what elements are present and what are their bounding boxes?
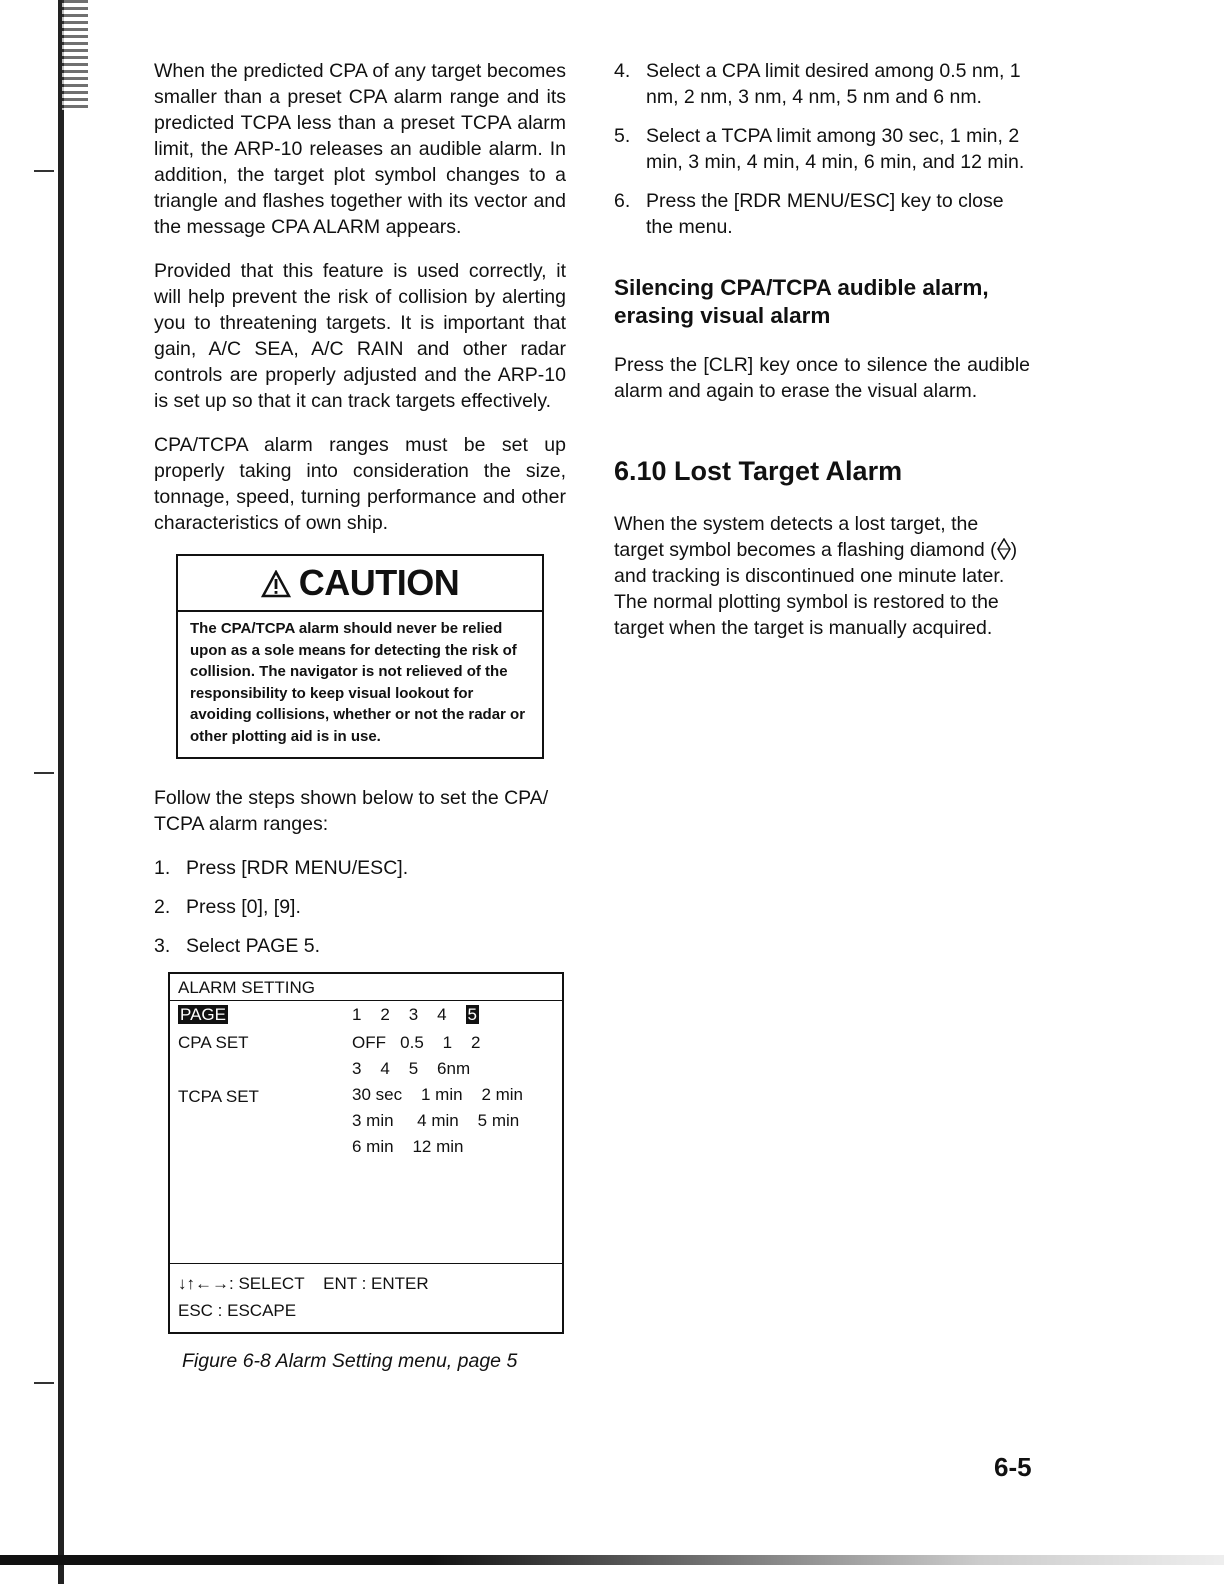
paragraph-lost-target: When the system detects a lost target, the target symbol becomes a flashing diamond ( ) and tracking is discontinued one minute later. The normal plotting symbol is restored to the target when the target is manually acquired. — [614, 513, 1018, 639]
caution-box — [176, 554, 544, 759]
step-item: 6. Press the [RDR MENU/ESC] key to close the menu. — [614, 190, 1004, 238]
diamond-icon — [997, 538, 1011, 560]
binding-texture — [62, 0, 88, 110]
edge-mark — [34, 170, 54, 172]
paragraph-silencing: Press the [CLR] key once to silence the audible alarm and again to erase the visual alarm. — [614, 354, 1030, 402]
page-option-selected: 5 — [467, 1005, 477, 1024]
paragraph-feature-use: Provided that this feature is used correctly, it will help prevent the risk of collision by alerting you to threatening targets. It is important that gain, A/C SEA, A/C RAIN and other radar controls are properly adjusted and the ARP-10 is set up so that it can track targets effectively. — [154, 260, 566, 412]
page-option: 1 — [352, 1005, 362, 1024]
tcpa-options-line2: 3 min 4 min 5 min — [352, 1111, 520, 1130]
subheading-silencing: Silencing CPA/TCPA audible alarm, erasing visual alarm — [614, 275, 989, 328]
cpa-options-line2: 3 4 5 6nm — [352, 1059, 471, 1078]
step-item: 4. Select a CPA limit desired among 0.5 nm, 1 nm, 2 nm, 3 nm, 4 nm, 5 nm and 6 nm. — [614, 60, 1021, 108]
cpa-options-line1: OFF 0.5 1 2 — [352, 1033, 481, 1052]
caution-title: CAUTION — [298, 562, 460, 603]
right-column — [614, 58, 1030, 659]
step-item: 3. Select PAGE 5. — [154, 935, 321, 957]
step-item: 2. Press [0], [9]. — [154, 896, 301, 918]
page-option: 2 — [380, 1005, 390, 1024]
tcpa-options-line3: 6 min 12 min — [352, 1137, 464, 1156]
steps-intro: Follow the steps shown below to set the CPA/ TCPA alarm ranges: — [154, 787, 549, 835]
menu-page-label: PAGE — [180, 1005, 226, 1024]
menu-footer — [170, 1264, 562, 1332]
menu-page-selector — [352, 1005, 479, 1025]
figure-caption: Figure 6-8 Alarm Setting menu, page 5 — [182, 1350, 518, 1372]
steps-list-right — [614, 58, 1030, 240]
menu-title: ALARM SETTING — [170, 974, 562, 1001]
tcpa-options-line1: 30 sec 1 min 2 min — [352, 1085, 524, 1104]
binding-edge — [58, 0, 64, 1584]
alarm-setting-menu-figure — [168, 972, 564, 1334]
edge-mark — [34, 772, 54, 774]
page-option: 4 — [437, 1005, 447, 1024]
page-number: 6-5 — [994, 1452, 1032, 1482]
bottom-rule — [0, 1555, 1224, 1565]
page-option: 3 — [408, 1005, 419, 1024]
caution-header — [178, 556, 542, 612]
tcpa-set-label: TCPA SET — [178, 1087, 259, 1106]
section-heading-lost-target: 6.10 Lost Target Alarm — [614, 456, 903, 486]
menu-footer-escape: ESC : ESCAPE — [178, 1301, 297, 1320]
cpa-set-label: CPA SET — [178, 1033, 249, 1052]
menu-body — [170, 1001, 562, 1264]
caution-text: The CPA/TCPA alarm should never be relied upon as a sole means for detecting the risk of collision. The navigator is not relieved of the responsibility to keep visual lookout for avoiding collisions, whether or not the radar or other plotting aid is in use. — [190, 620, 526, 745]
warning-triangle-icon — [261, 570, 291, 598]
edge-mark — [34, 1382, 54, 1384]
menu-footer-select: ↓↑←→: SELECT ENT : ENTER — [178, 1274, 429, 1293]
step-item: 1. Press [RDR MENU/ESC]. — [154, 857, 409, 879]
step-item: 5. Select a TCPA limit among 30 sec, 1 min, 2 min, 3 min, 4 min, 4 min, 6 min, and 12 min. — [614, 125, 1025, 173]
paragraph-alarm-ranges: CPA/TCPA alarm ranges must be set up properly taking into consideration the size, tonnage, speed, turning performance and other characteristics of own ship. — [154, 434, 566, 534]
steps-list-left — [154, 855, 566, 959]
paragraph-cpa-alarm: When the predicted CPA of any target becomes smaller than a preset CPA alarm range and its predicted TCPA less than a preset TCPA alarm limit, the ARP-10 releases an audible alarm. In addition, the target plot symbol changes to a triangle and flashes together with its vector and the message CPA ALARM appears. — [154, 60, 566, 238]
left-column — [154, 58, 566, 1373]
